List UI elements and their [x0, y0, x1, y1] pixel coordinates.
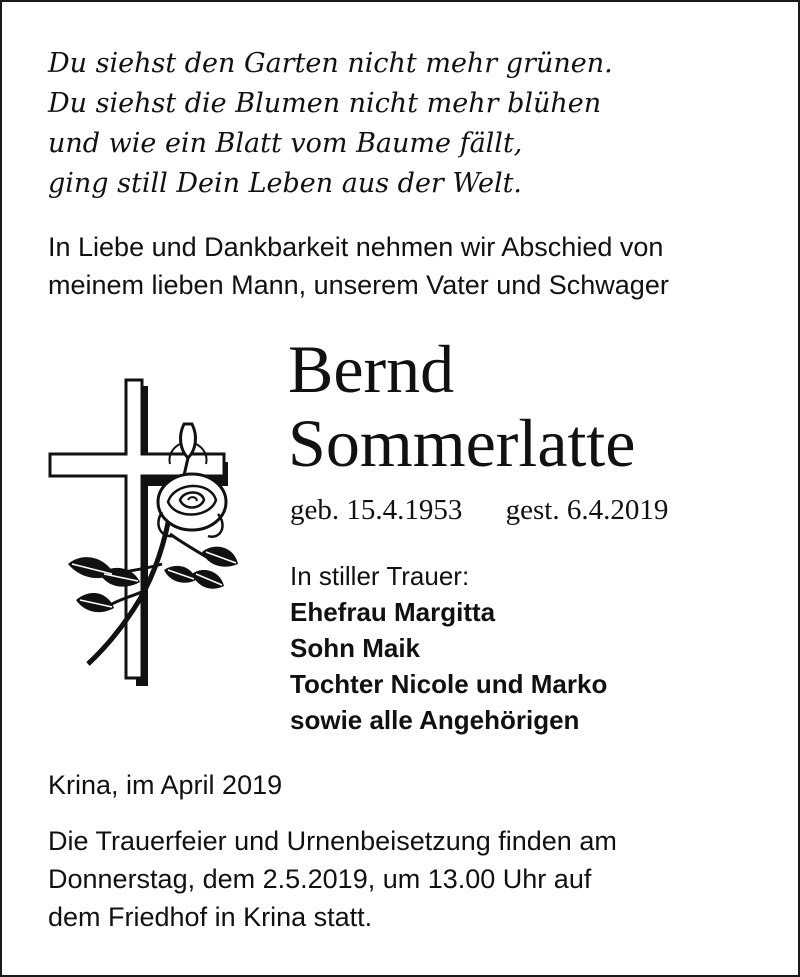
mourner-name: Tochter Nicole und Marko: [290, 669, 608, 699]
poem-line: und wie ein Blatt vom Baume fällt,: [48, 128, 523, 159]
death-date: gest. 6.4.2019: [505, 494, 669, 526]
intro-line: In Liebe und Dankbarkeit nehmen wir Abschied von: [48, 232, 664, 262]
cross-with-rose-icon: [42, 374, 242, 704]
intro-text: [48, 228, 768, 304]
birth-date: geb. 15.4.1953: [290, 494, 463, 526]
place-date: Krina, im April 2019: [48, 770, 283, 800]
funeral-info: [48, 822, 768, 936]
poem: [48, 44, 768, 204]
poem-line: Du siehst den Garten nicht mehr grünen.: [48, 48, 613, 79]
first-name: Bernd: [288, 331, 455, 407]
poem-line: Du siehst die Blumen nicht mehr blühen: [48, 88, 602, 119]
mourner-name: Ehefrau Margitta: [290, 597, 496, 627]
deceased-name: [288, 332, 788, 480]
mourners-label: In stiller Trauer:: [290, 561, 470, 591]
funeral-line: Donnerstag, dem 2.5.2019, um 13.00 Uhr auf: [48, 864, 592, 894]
life-dates: [290, 490, 770, 530]
poem-line: ging still Dein Leben aus der Welt.: [48, 168, 523, 199]
last-name: Sommerlatte: [288, 405, 636, 481]
mourners: [290, 558, 770, 738]
funeral-line: Die Trauerfeier und Urnenbeisetzung finden am: [48, 826, 617, 856]
mourner-name: sowie alle Angehörigen: [290, 705, 580, 735]
intro-line: meinem lieben Mann, unserem Vater und Schwager: [48, 270, 669, 300]
mourner-name: Sohn Maik: [290, 633, 421, 663]
funeral-line: dem Friedhof in Krina statt.: [48, 902, 373, 932]
